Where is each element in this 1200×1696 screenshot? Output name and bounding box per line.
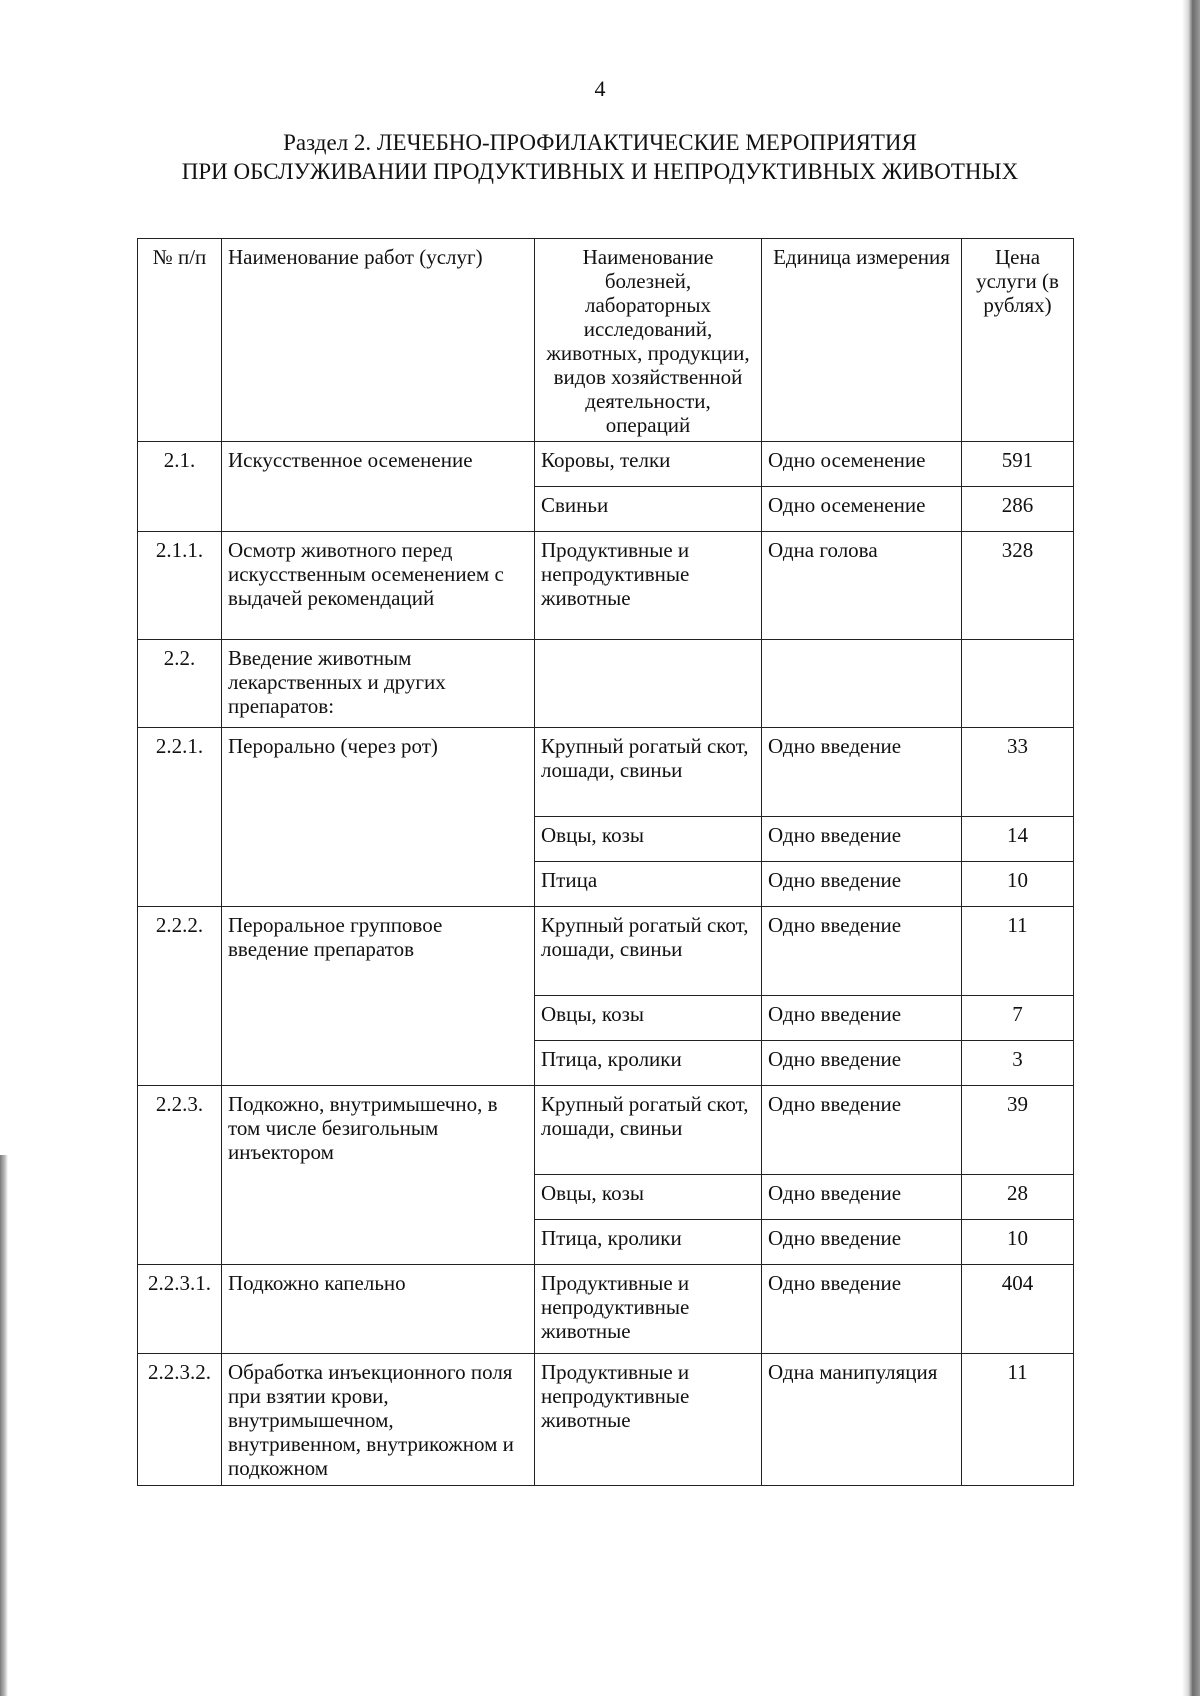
cell-price: 7	[962, 996, 1074, 1041]
cell-unit: Одно введение	[762, 728, 962, 817]
cell-num: 2.2.	[138, 640, 222, 728]
cell-unit: Одно введение	[762, 1220, 962, 1265]
page-number: 4	[594, 76, 606, 101]
cell-service-name: Осмотр животного перед искусственным осеменением с выдачей рекомендаций	[222, 532, 535, 640]
cell-unit: Одно осеменение	[762, 442, 962, 487]
header-price: Цена услуги (в рублях)	[962, 239, 1074, 442]
cell-num: 2.2.3.	[138, 1086, 222, 1265]
cell-price: 11	[962, 1354, 1074, 1486]
cell-unit	[762, 640, 962, 728]
cell-unit: Одно введение	[762, 862, 962, 907]
header-num: № п/п	[138, 239, 222, 442]
table-header-row	[138, 239, 1074, 442]
cell-animal: Птица, кролики	[535, 1041, 762, 1086]
cell-price: 14	[962, 817, 1074, 862]
table-row	[138, 907, 1074, 996]
cell-num: 2.2.1.	[138, 728, 222, 907]
section-heading-line-2: ПРИ ОБСЛУЖИВАНИИ ПРОДУКТИВНЫХ И НЕПРОДУКТИВНЫХ ЖИВОТНЫХ	[181, 159, 1019, 184]
cell-service-name: Искусственное осеменение	[222, 442, 535, 532]
cell-unit: Одно введение	[762, 1265, 962, 1354]
cell-animal	[535, 640, 762, 728]
cell-price: 39	[962, 1086, 1074, 1175]
cell-price: 33	[962, 728, 1074, 817]
cell-unit: Одно введение	[762, 817, 962, 862]
cell-animal: Овцы, козы	[535, 1175, 762, 1220]
header-animal: Наименование болезней, лабораторных исследований, животных, продукции, видов хозяйственной деятельности, операций	[535, 239, 762, 442]
cell-num: 2.2.2.	[138, 907, 222, 1086]
cell-service-name: Подкожно, внутримышечно, в том числе безигольным инъектором	[222, 1086, 535, 1265]
cell-price	[962, 640, 1074, 728]
cell-price: 404	[962, 1265, 1074, 1354]
table-row	[138, 1354, 1074, 1486]
cell-animal: Крупный рогатый скот, лошади, свиньи	[535, 1086, 762, 1175]
cell-animal: Овцы, козы	[535, 996, 762, 1041]
cell-unit: Одна манипуляция	[762, 1354, 962, 1486]
scan-shadow-right	[1182, 0, 1200, 1696]
table-row	[138, 728, 1074, 817]
cell-unit: Одна голова	[762, 532, 962, 640]
table-row	[138, 1086, 1074, 1175]
cell-animal: Крупный рогатый скот, лошади, свиньи	[535, 728, 762, 817]
cell-animal: Свиньи	[535, 487, 762, 532]
cell-animal: Овцы, козы	[535, 817, 762, 862]
header-service-name: Наименование работ (услуг)	[222, 239, 535, 442]
cell-price: 286	[962, 487, 1074, 532]
cell-animal: Продуктивные и непродуктивные животные	[535, 1265, 762, 1354]
cell-price: 11	[962, 907, 1074, 996]
cell-price: 591	[962, 442, 1074, 487]
cell-unit: Одно введение	[762, 1175, 962, 1220]
cell-unit: Одно введение	[762, 996, 962, 1041]
scan-shadow-left	[0, 1155, 8, 1696]
cell-service-name: Подкожно капельно	[222, 1265, 535, 1354]
cell-animal: Крупный рогатый скот, лошади, свиньи	[535, 907, 762, 996]
cell-service-name: Обработка инъекционного поля при взятии крови, внутримышечном, внутривенном, внутрикожном и подкожном	[222, 1354, 535, 1486]
cell-price: 28	[962, 1175, 1074, 1220]
cell-animal: Птица, кролики	[535, 1220, 762, 1265]
cell-unit: Одно введение	[762, 1086, 962, 1175]
table-body	[138, 442, 1074, 1486]
table-row	[138, 640, 1074, 728]
section-heading	[0, 128, 1200, 186]
cell-price: 10	[962, 1220, 1074, 1265]
cell-animal: Птица	[535, 862, 762, 907]
table-row	[138, 442, 1074, 487]
cell-service-name: Введение животным лекарственных и других препаратов:	[222, 640, 535, 728]
table-row	[138, 532, 1074, 640]
cell-num: 2.1.1.	[138, 532, 222, 640]
cell-num: 2.2.3.1.	[138, 1265, 222, 1354]
section-heading-line-1: Раздел 2. ЛЕЧЕБНО-ПРОФИЛАКТИЧЕСКИЕ МЕРОПРИЯТИЯ	[283, 130, 917, 155]
cell-price: 10	[962, 862, 1074, 907]
price-table	[137, 238, 1074, 1486]
cell-animal: Коровы, телки	[535, 442, 762, 487]
cell-service-name: Пероральное групповое введение препаратов	[222, 907, 535, 1086]
cell-num: 2.2.3.2.	[138, 1354, 222, 1486]
cell-price: 328	[962, 532, 1074, 640]
cell-animal: Продуктивные и непродуктивные животные	[535, 1354, 762, 1486]
cell-unit: Одно введение	[762, 907, 962, 996]
header-unit: Единица измерения	[762, 239, 962, 442]
cell-price: 3	[962, 1041, 1074, 1086]
table-row	[138, 1265, 1074, 1354]
cell-unit: Одно введение	[762, 1041, 962, 1086]
cell-num: 2.1.	[138, 442, 222, 532]
cell-service-name: Перорально (через рот)	[222, 728, 535, 907]
cell-animal: Продуктивные и непродуктивные животные	[535, 532, 762, 640]
cell-unit: Одно осеменение	[762, 487, 962, 532]
